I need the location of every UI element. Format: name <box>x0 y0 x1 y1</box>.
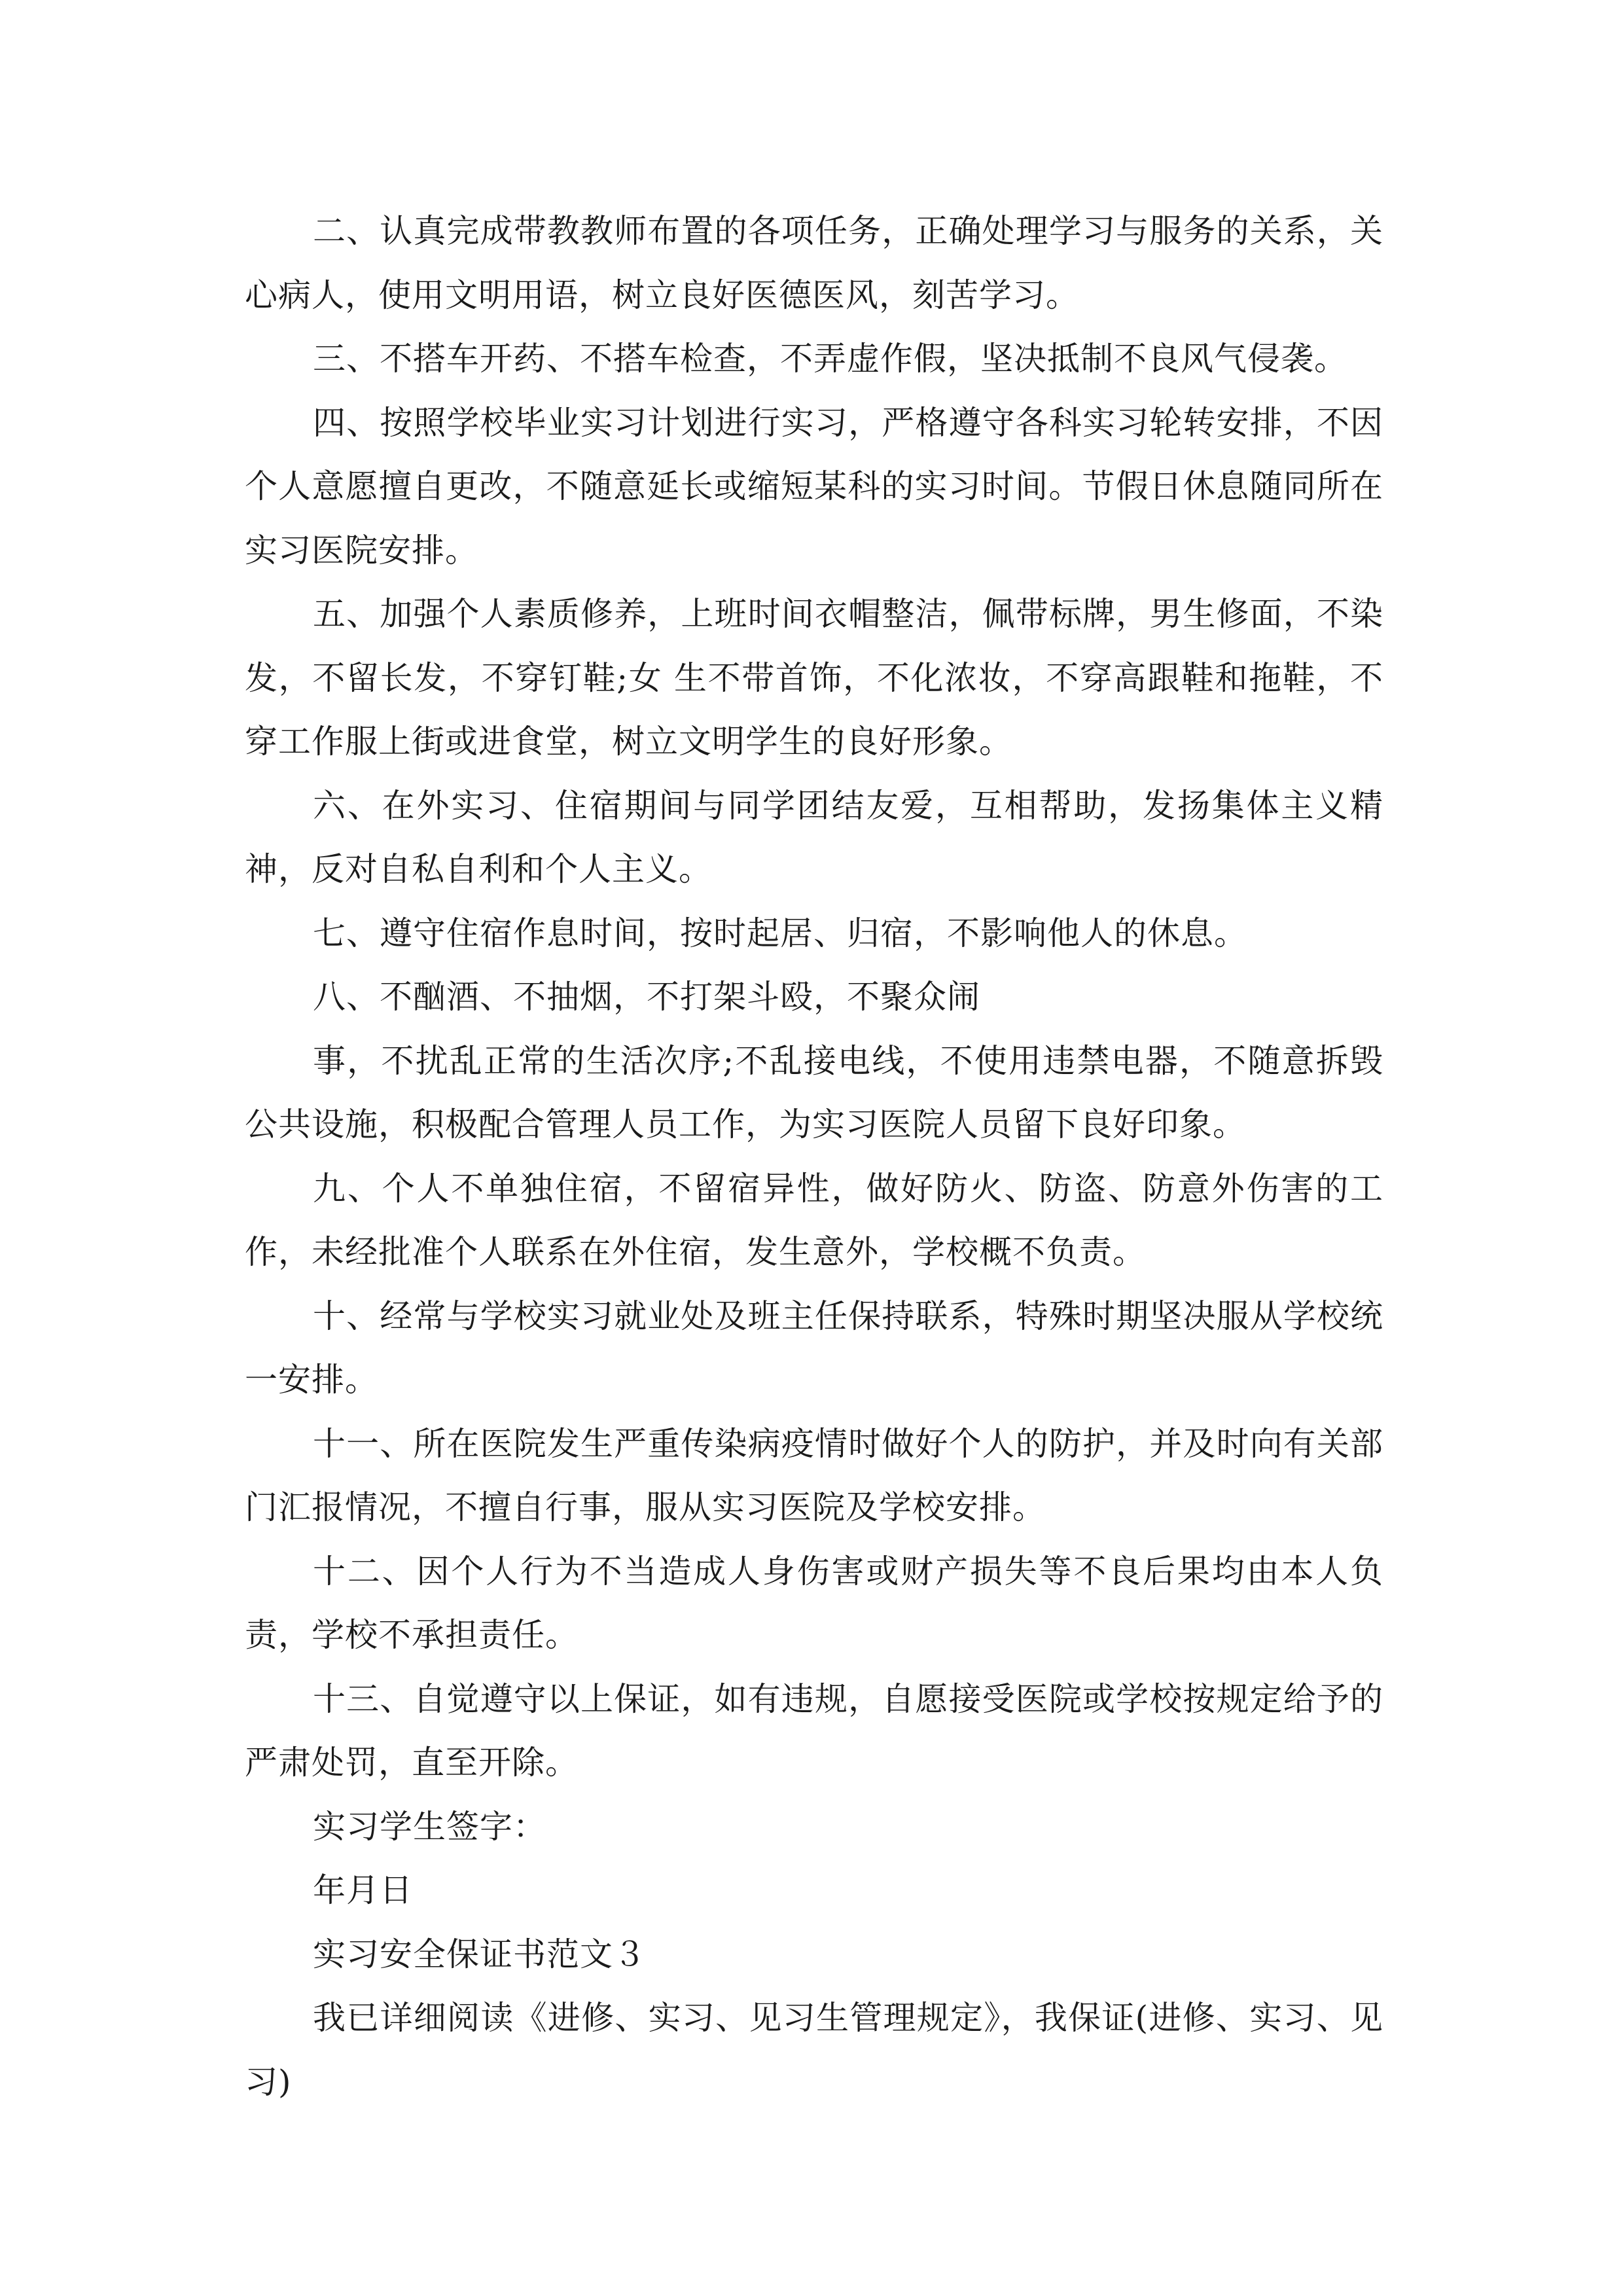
student-signature-label: 实习学生签字： <box>313 1807 546 1846</box>
clause-13: 十三、自觉遵守以上保证，如有违规，自愿接受医院或学校按规定给予的严肃处罚，直至开除。 <box>245 1679 1383 1782</box>
clause-5: 五、加强个人素质修养，上班时间衣帽整洁，佩带标牌，男生修面，不染发，不留长发，不穿钉鞋;女 生不带首饰，不化浓妆，不穿高跟鞋和拖鞋，不穿工作服上街或进食堂，树立文明学生的良好形象。 <box>245 595 1383 761</box>
clause-7: 七、遵守住宿作息时间，按时起居、归宿，不影响他人的休息。 <box>313 914 1247 952</box>
clause-12: 十二、因个人行为不当造成人身伤害或财产损失等不良后果均由本人负责，学校不承担责任。 <box>245 1552 1383 1654</box>
date-line: 年月日 <box>313 1871 413 1909</box>
clause-2: 二、认真完成带教教师布置的各项任务，正确处理学习与服务的关系，关心病人，使用文明用语，树立良好医德医风，刻苦学习。 <box>245 212 1383 314</box>
document-body <box>245 200 1383 2114</box>
clause-11: 十一、所在医院发生严重传染病疫情时做好个人的防护，并及时向有关部门汇报情况，不擅自行事，服从实习医院及学校安排。 <box>245 1424 1383 1526</box>
clause-9: 九、个人不单独住宿，不留宿异性，做好防火、防盗、防意外伤害的工作，未经批准个人联系在外住宿，发生意外，学校概不负责。 <box>245 1169 1383 1271</box>
clause-6: 六、在外实习、住宿期间与同学团结友爱，互相帮助，发扬集体主义精神，反对自私自利和个人主义。 <box>245 786 1383 888</box>
section-heading: 实习安全保证书范文３ <box>313 1935 647 1973</box>
clause-8-continued: 事，不扰乱正常的生活次序;不乱接电线，不使用违禁电器，不随意拆毁公共设施，积极配合管理人员工作，为实习医院人员留下良好印象。 <box>245 1041 1383 1143</box>
clause-3: 三、不搭车开药、不搭车检查，不弄虚作假，坚决抵制不良风气侵袭。 <box>313 340 1347 378</box>
clause-8: 八、不酗酒、不抽烟，不打架斗殴，不聚众闹 <box>313 978 980 1016</box>
clause-10: 十、经常与学校实习就业处及班主任保持联系，特殊时期坚决服从学校统一安排。 <box>245 1297 1383 1399</box>
pledge-intro: 我已详细阅读《进修、实习、见习生管理规定》，我保证(进修、实习、见习) <box>245 1999 1383 2101</box>
clause-4: 四、按照学校毕业实习计划进行实习，严格遵守各科实习轮转安排，不因个人意愿擅自更改，不随意延长或缩短某科的实习时间。节假日休息随同所在实习医院安排。 <box>245 403 1383 569</box>
